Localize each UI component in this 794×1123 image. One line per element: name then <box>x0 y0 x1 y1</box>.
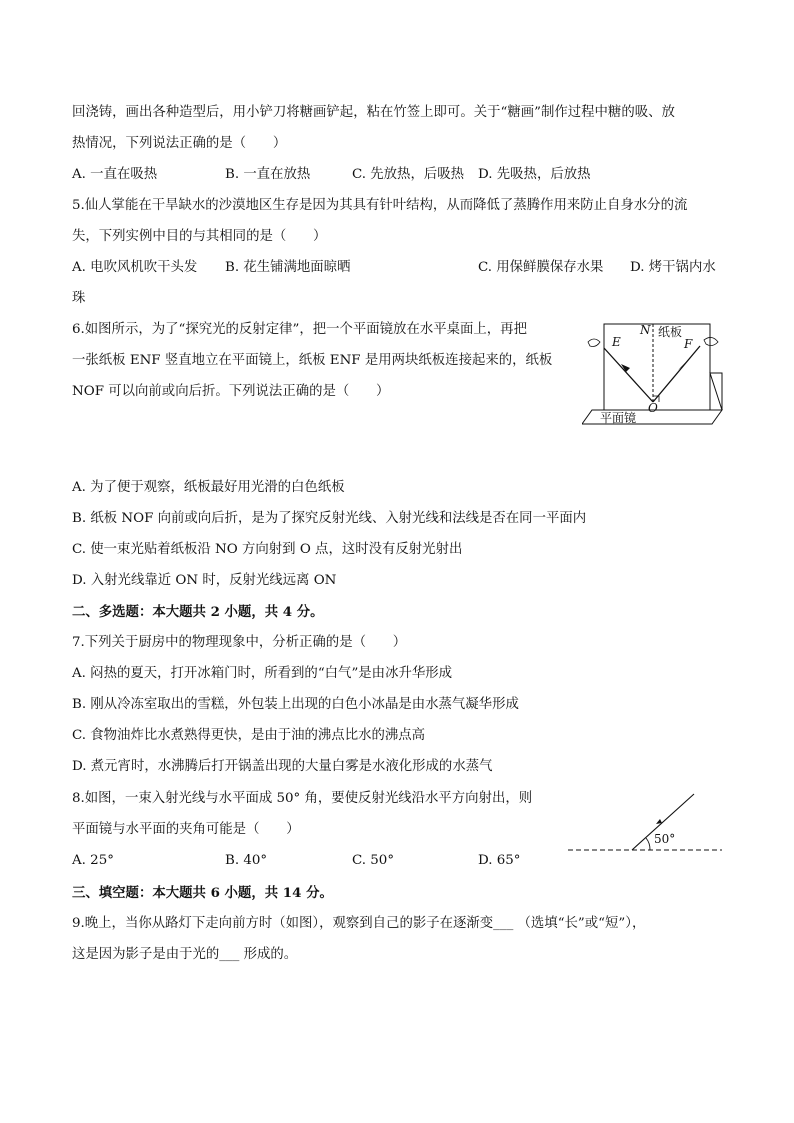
option-a: A. 为了便于观察，纸板最好用光滑的白色纸板 <box>72 480 345 495</box>
option-d: D. 煮元宵时，水沸腾后打开锅盖出现的大量白雾是水液化形成的水蒸气 <box>72 759 493 774</box>
option-a: A. 闷热的夏天，打开冰箱门时，所看到的“白气”是由冰升华形成 <box>72 666 453 681</box>
text-line: 热情况，下列说法正确的是（ ） <box>72 136 287 151</box>
text-line: 回浇铸，画出各种造型后，用小铲刀将糖画铲起，粘在竹签上即可。关于“糖画”制作过程中糖的吸、放 <box>72 105 675 120</box>
reflection-experiment-figure <box>582 318 732 430</box>
text-line: 珠 <box>72 291 86 306</box>
section-heading: 三、填空题：本大题共 6 小题，共 14 分。 <box>72 885 333 901</box>
text-line: 平面镜与水平面的夹角可能是（ ） <box>72 822 300 837</box>
option-b: B. 纸板 NOF 向前或向后折，是为了探究反射光线、入射光线和法线是否在同一平面内 <box>72 511 587 526</box>
label-mirror: 平面镜 <box>600 411 637 425</box>
incident-angle-figure <box>566 788 726 854</box>
text-line: 失，下列实例中目的与其相同的是（ ） <box>72 229 327 244</box>
option-d: D. 入射光线靠近 ON 时，反射光线远离 ON <box>72 573 337 588</box>
option-c: C. 使一束光贴着纸板沿 NO 方向射到 O 点，这时没有反射光射出 <box>72 542 463 557</box>
angle-label: 50° <box>654 832 676 846</box>
option-b: B. 刚从冷冻室取出的雪糕，外包装上出现的白色小冰晶是由水蒸气凝华形成 <box>72 697 519 712</box>
section-heading: 二、多选题：本大题共 2 小题，共 4 分。 <box>72 604 324 620</box>
option-c: C. 用保鲜膜保存水果 <box>478 260 604 275</box>
text-line: NOF 可以向前或向后折。下列说法正确的是（ ） <box>72 384 390 399</box>
text-line: 一张纸板 ENF 竖直地立在平面镜上，纸板 ENF 是用两块纸板连接起来的，纸板 <box>72 353 553 368</box>
option-b: B. 一直在放热 <box>225 167 311 182</box>
option-a: A. 一直在吸热 <box>72 167 158 182</box>
option-c: C. 50° <box>352 853 395 868</box>
option-c: C. 先放热，后吸热 <box>352 167 465 182</box>
option-b: B. 花生铺满地面晾晒 <box>225 260 351 275</box>
option-d: D. 先吸热，后放热 <box>478 167 591 182</box>
option-a: A. 电吹风机吹干头发 <box>72 260 198 275</box>
question-7: 7.下列关于厨房中的物理现象中，分析正确的是（ ） <box>72 635 407 650</box>
question-5: 5.仙人掌能在干旱缺水的沙漠地区生存是因为其具有针叶结构，从而降低了蒸腾作用来防止自身水分的流 <box>72 198 688 213</box>
question-6: 6.如图所示，为了“探究光的反射定律”，把一个平面镜放在水平桌面上，再把 <box>72 322 527 337</box>
option-d: D. 烤干锅内水 <box>630 260 716 275</box>
label-f: F <box>684 337 693 351</box>
question-9: 9.晚上，当你从路灯下走向前方时（如图），观察到自己的影子在逐渐变___ （选填“长”或“短”）， <box>72 916 646 931</box>
label-paper: 纸板 <box>658 325 683 339</box>
text-line: 这是因为影子是由于光的___ 形成的。 <box>72 947 298 962</box>
option-d: D. 65° <box>478 853 521 868</box>
option-a: A. 25° <box>72 853 114 868</box>
label-n: N <box>640 323 651 337</box>
option-c: C. 食物油炸比水煮熟得更快，是由于油的沸点比水的沸点高 <box>72 728 426 743</box>
option-b: B. 40° <box>225 853 268 868</box>
label-o: O <box>648 401 658 415</box>
label-e: E <box>612 335 621 349</box>
question-8: 8.如图，一束入射光线与水平面成 50° 角，要使反射光线沿水平方向射出，则 <box>72 791 533 806</box>
